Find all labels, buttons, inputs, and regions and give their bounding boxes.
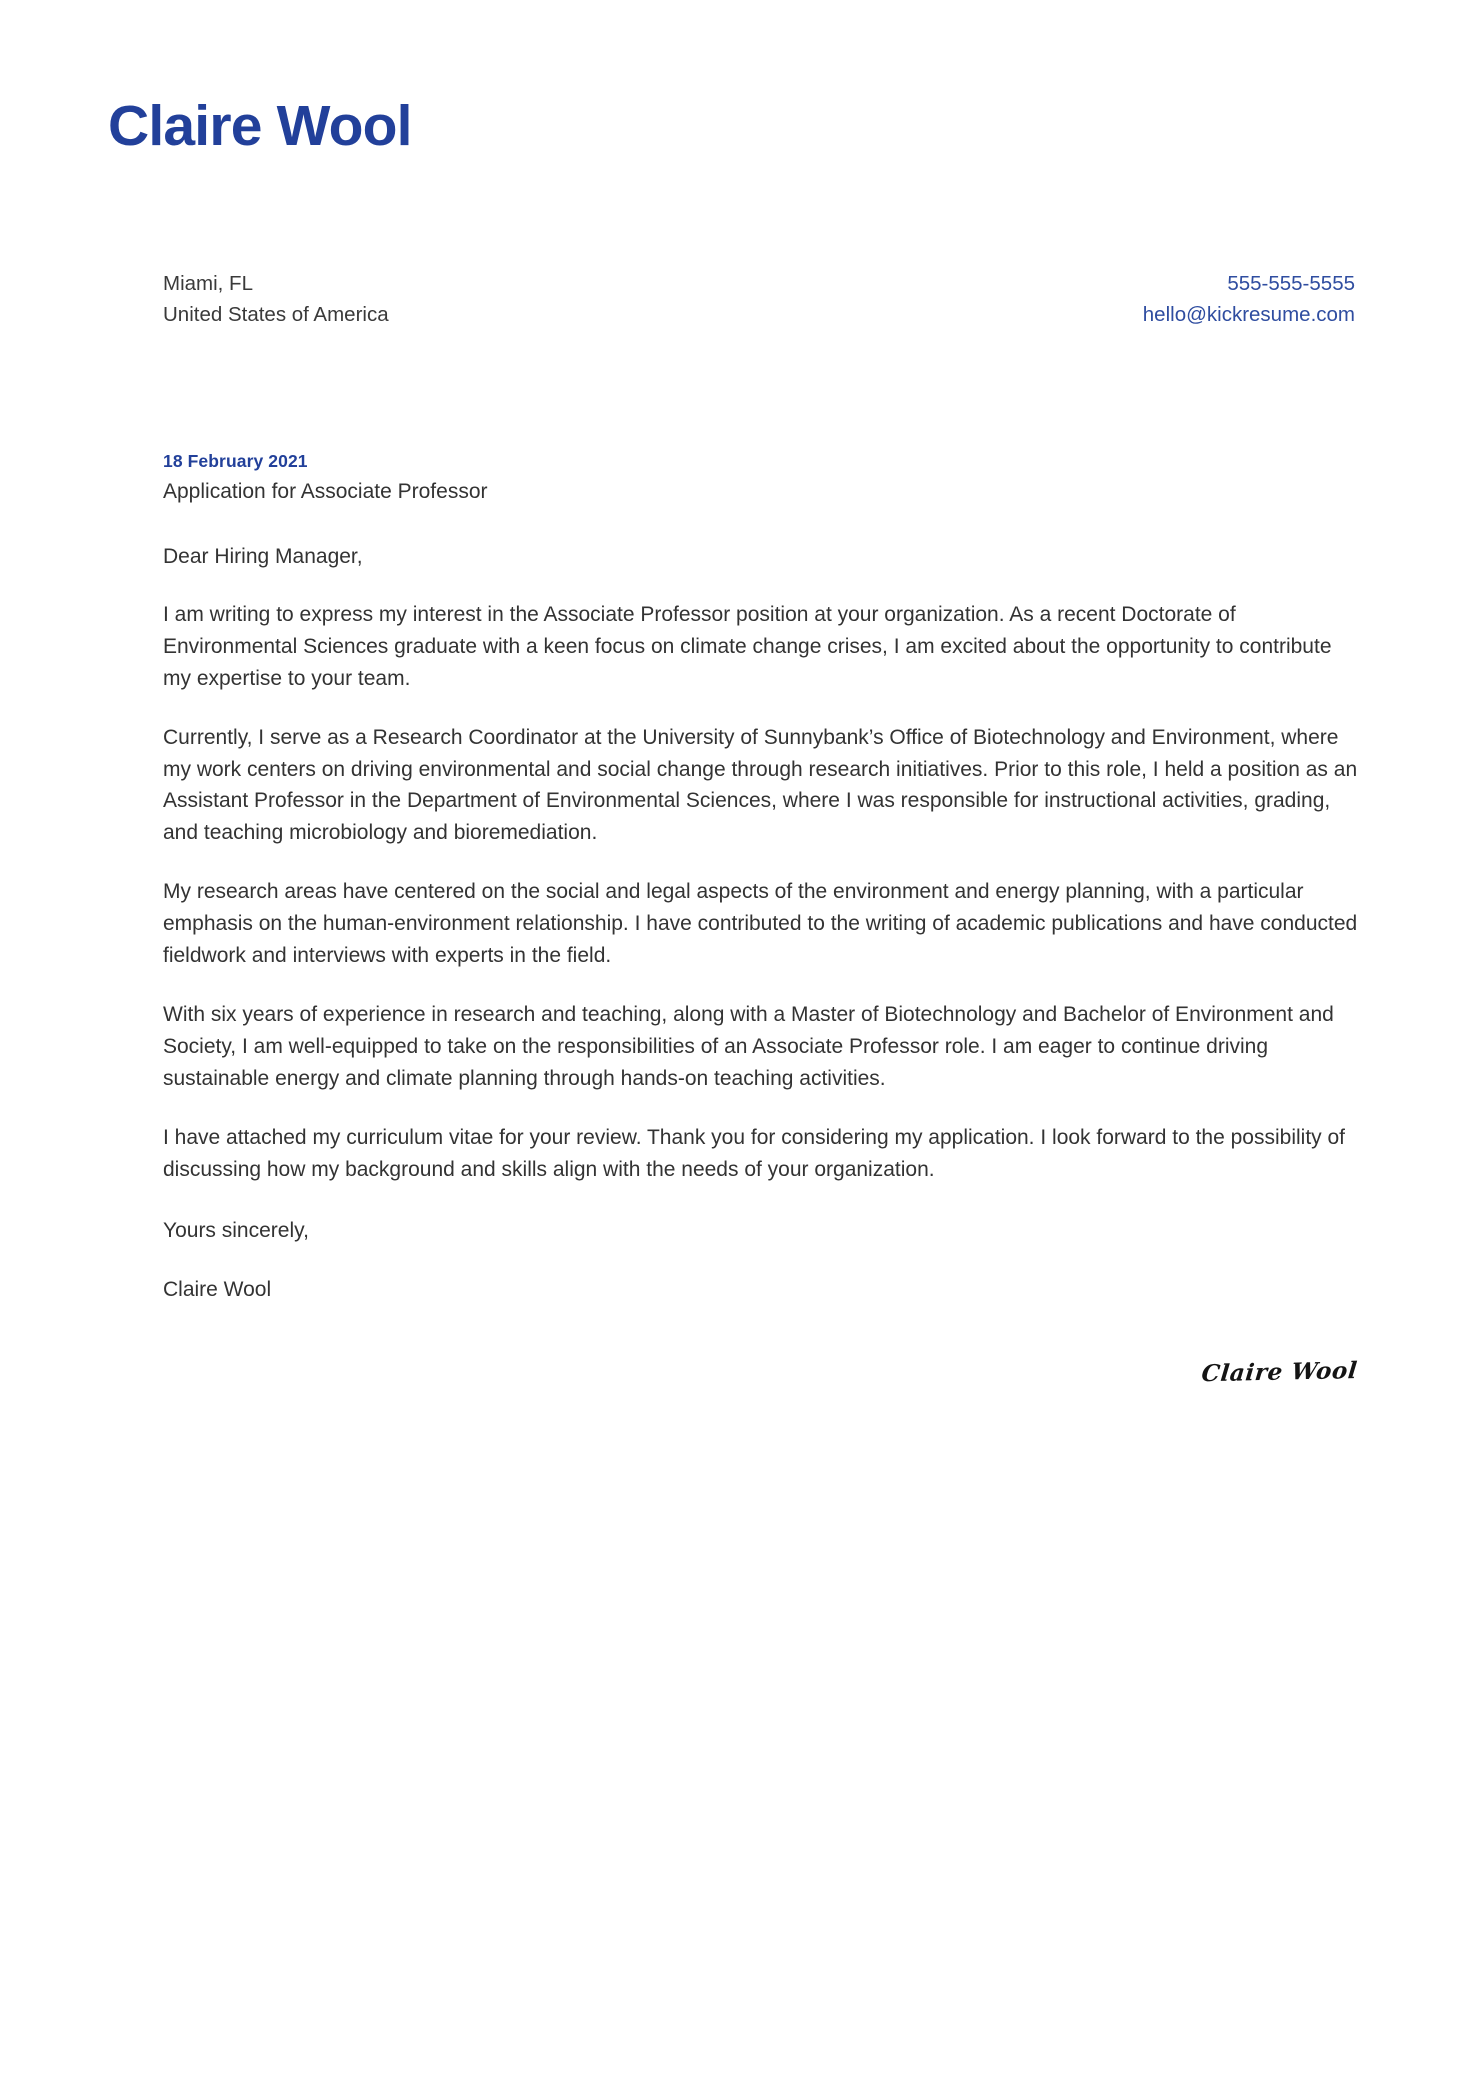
signature-row [163, 1357, 1359, 1388]
letter-paragraph: I am writing to express my interest in the Associate Professor position at your organization. As a recent Doctorate of Environmental Sciences graduate with a keen focus on climate change crises, I am excited about the opportunity to contribute my expertise to your team. [163, 602, 1332, 690]
page-title: Claire Wool [108, 94, 412, 159]
letter-body [163, 448, 1359, 1388]
contact-country: United States of America [163, 303, 389, 327]
handwritten-signature: Claire Wool [1199, 1357, 1359, 1388]
letter-signature-name: Claire Wool [163, 1278, 272, 1302]
contact-details [1143, 268, 1355, 330]
letter-subject: Application for Associate Professor [163, 480, 488, 504]
letter-salutation: Dear Hiring Manager, [163, 545, 363, 569]
contact-email[interactable]: hello@kickresume.com [1142, 303, 1355, 327]
letter-paragraph: With six years of experience in research and teaching, along with a Master of Biotechnology and Bachelor of Environment and Society, I am well-equipped to take on the responsibilities of an Associate Professor role. I am eager to continue driving sustainable energy and climate planning through hands-on teaching activities. [163, 1002, 1334, 1090]
letter-paragraph: My research areas have centered on the social and legal aspects of the environment and energy planning, with a particular emphasis on the human-environment relationship. I have contributed to the writing of academic publications and have conducted fieldwork and interviews with experts in the field. [163, 880, 1358, 968]
letter-paragraph: Currently, I serve as a Research Coordinator at the University of Sunnybank’s Office of Biotechnology and Environment, where my work centers on driving environmental and social change through research initiatives. Prior to this role, I held a position as an Assistant Professor in the Department of Environmental Sciences, where I was responsible for instructional activities, grading, and teaching microbiology and bioremediation. [163, 725, 1358, 845]
letter-paragraph: I have attached my curriculum vitae for your review. Thank you for considering my application. I look forward to the possibility of discussing how my background and skills align with the needs of your organization. [163, 1125, 1345, 1181]
contact-city: Miami, FL [163, 272, 253, 295]
contact-phone[interactable]: 555-555-5555 [1227, 272, 1355, 295]
letter-closing: Yours sincerely, [163, 1219, 309, 1243]
letter-date: 18 February 2021 [163, 451, 308, 471]
contact-block [163, 268, 1355, 330]
contact-address [163, 268, 389, 330]
